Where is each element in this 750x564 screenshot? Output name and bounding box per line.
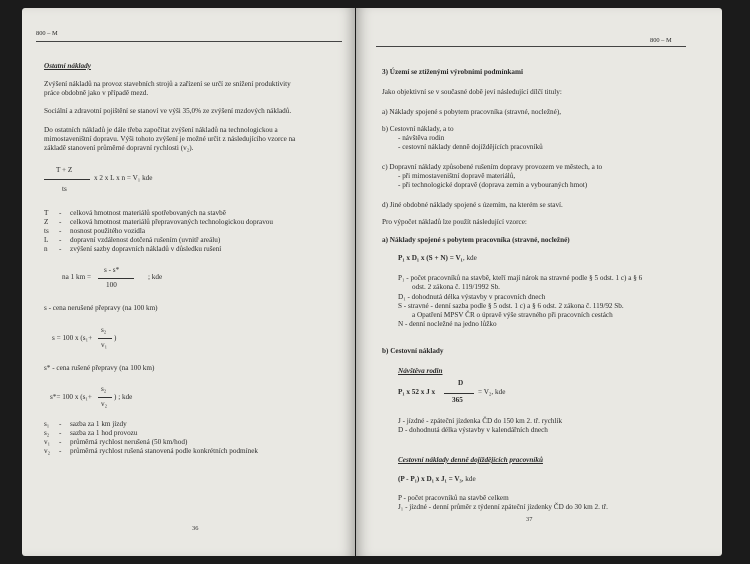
subheading-family-visits: Návštěva rodin (398, 367, 443, 375)
def-text: zvýšení sazby dopravních nákladů v důsledku rušení (70, 245, 222, 253)
running-header-right: 800 – M (650, 37, 672, 44)
def-sym: s₂ (44, 429, 50, 437)
formula2-numerator: s - s* (104, 266, 120, 274)
paragraph-machines-line1: Zvýšení nákladů na provoz stavebních strojů a zařízení se určí ze snížení produktivity (44, 80, 291, 88)
formula-c (398, 475, 476, 484)
formula-c-expr: (P - P₁) x D₁ x J₁ = V₃ (398, 475, 462, 483)
formula1-denominator: ts (62, 185, 67, 193)
item-c-sub1: - při mimostaveništní dopravě materiálů, (398, 172, 516, 180)
def-text: sazba za 1 hod provozu (70, 429, 138, 437)
formula3-close: ) (114, 334, 117, 342)
section-title-other-costs: Ostatní náklady (44, 62, 91, 70)
def-sym: n (44, 245, 48, 253)
formula4-numerator: s₂ (101, 385, 107, 393)
formula-a-expr: P₁ x D₁ x (S + N) = V₁ (398, 254, 463, 262)
running-header-left: 800 – M (36, 30, 58, 37)
formula3-numerator: s₂ (101, 326, 107, 334)
formula3-lhs: s = 100 x (s₁+ (52, 334, 93, 342)
right-page (356, 8, 722, 556)
formula4-close: ) ; kde (114, 393, 133, 401)
formula-b-lhs: P₁ x 52 x J x (398, 388, 436, 396)
formula2-lhs: na 1 km = (62, 273, 92, 281)
left-page: 800 – M Ostatní náklady Zvýšení nákladů na provoz stavebních strojů a zařízení se určí ze snížení produktivity práce obdobně jako v případě mezd. Sociální a zdravotní pojištění se stanoví ve výši 35,0% ze zvýšení mzdových nákladů. Do ostatních nákladů je dále třeba započítat zvýšení nákladů na technologickou a mimostaveništní dopravu. Výši tohoto zvýšení je možné určit z následujícího vzorce na základě stanovení průměrné dopravní rychlosti (v₂). T + Z x 2 x L x n = V₁ kde ts T - celková hmotnost materiálů spotřebovaných na stavbě Z - celková hmotnost materiálů přepravovaných technologickou dopravou ts - nosnost použitého vozidla L - dopravní vzdálenost dotčená rušením (uvnitř areálu) n - zvýšení sazby dopravních nákladů v důsledku rušení s - s* na 1 km = 100 ; kde s - cena nerušené přepravy (na 100 km) s₂ s = 100 x (s₁+ ) v₁ s* - cena rušené přepravy (na 100 km) s₂ s*= 100 x (s₁+ ) ; kde v₂ s₁ - sazba za 1 km jízdy s₂ - sazba za 1 hod provozu v₁ - průměrná rychlost nerušená (50 km/hod) v₂ - průměrná rychlost rušená stanovená podle konkrétních podmínek 36 (22, 8, 355, 556)
calc-intro: Pro výpočet nákladů lze použít následující vzorce: (382, 218, 527, 226)
def-text: celková hmotnost materiálů spotřebovaných na stavbě (70, 209, 226, 217)
def-j: J - jízdné - zpáteční jízdenka ČD do 150 km 2. tř. rychlík (398, 417, 563, 425)
item-c: c) Dopravní náklady způsobené rušením dopravy provozem ve městech, a to (382, 163, 603, 171)
formula-b-numerator: D (458, 379, 464, 387)
subheading-commuters: Cestovní náklady denně dojíždějících pracovníků (398, 456, 543, 464)
def-text: nosnost použitého vozidla (70, 227, 146, 235)
definition-s: s - cena nerušené přepravy (na 100 km) (44, 304, 158, 312)
item-d: d) Jiné obdobné náklady spojené s územím, na kterém se staví. (382, 201, 563, 209)
definition-s-star: s* - cena rušené přepravy (na 100 km) (44, 364, 155, 372)
def-sym: v₂ (44, 447, 51, 455)
formula4-lhs: s*= 100 x (s₁+ (50, 393, 92, 401)
formula1-fraction-bar (44, 179, 90, 180)
page-number-right: 37 (526, 516, 533, 523)
formula4-fraction-bar (98, 397, 112, 398)
def-j1: J₁ - jízdné - denní průměr z týdenní zpáteční jízdenky ČD do 30 km 2. tř. (398, 503, 608, 511)
formula3-denominator: v₁ (101, 341, 108, 349)
def-text: sazba za 1 km jízdy (70, 420, 127, 428)
paragraph-transport-line1: Do ostatních nákladů je dále třeba započítat zvýšení nákladů na technologickou a (44, 126, 278, 134)
item-c-sub2: - při technologické dopravě (doprava zemin a vybouraných hmot) (398, 181, 588, 189)
formula-a-kde: , kde (462, 254, 477, 262)
def-sym: T (44, 209, 49, 217)
def-d1: D₁ - dohodnutá délka výstavby v pracovních dnech (398, 293, 546, 301)
def-s-line2: a Opatření MPSV ČR o úpravě výše stravného při pracovních cestách (412, 311, 613, 319)
paragraph-transport-line2: mimostaveništní dopravu. Výši tohoto zvýšení je možné určit z následujícího vzorce na (44, 135, 296, 143)
item-b-sub2: - cestovní náklady denně dojíždějících pracovníků (398, 143, 543, 151)
def-p: P - počet pracovníků na stavbě celkem (398, 494, 509, 502)
page-number-left: 36 (192, 525, 199, 532)
intro-text: Jako objektivní se v současné době jeví následující dílčí tituly: (382, 88, 562, 96)
heading-difficult-areas: 3) Území se ztíženými výrobními podmínkami (382, 68, 524, 76)
def-text: průměrná rychlost nerušená (50 km/hod) (70, 438, 188, 446)
def-n: N - denní nocležné na jedno lůžko (398, 320, 497, 328)
formula3-fraction-bar (98, 338, 112, 339)
formula-b-fraction-bar (444, 393, 474, 394)
def-text: celková hmotnost materiálů přepravovaných technologickou dopravou (70, 218, 273, 226)
def-text: průměrná rychlost rušená stanovená podle konkrétních podmínek (70, 447, 259, 455)
formula-a (398, 254, 477, 263)
heading-a-stay-costs: a) Náklady spojené s pobytem pracovníka (stravné, nocležné) (382, 236, 570, 244)
def-sym: L (44, 236, 49, 244)
def-sym: s₁ (44, 420, 50, 428)
formula1-numerator: T + Z (56, 166, 73, 174)
def-p1-line2: odst. 2 zákona č. 119/1992 Sb. (412, 283, 500, 291)
def-s-line1: S - stravné - denní sazba podle § 5 odst. 1 c) a § 6 odst. 2 zákona č. 119/92 Sb. (398, 302, 624, 310)
item-b: b) Cestovní náklady, a to (382, 125, 454, 133)
def-sym: v₁ (44, 438, 51, 446)
item-a: a) Náklady spojené s pobytem pracovníka (stravné, nocležné), (382, 108, 562, 116)
header-rule-right (376, 46, 686, 47)
formula4-denominator: v₂ (101, 400, 108, 408)
def-p1-line1: P₁ - počet pracovníků na stavbě, kteří mají nárok na stravné podle § 5 odst. 1 c) a § 6 (398, 274, 643, 282)
formula2-rest: ; kde (148, 273, 163, 281)
heading-b-travel-costs: b) Cestovní náklady (382, 347, 444, 355)
item-b-sub1: - návštěva rodin (398, 134, 445, 142)
paragraph-machines-line2: práce obdobně jako v případě mezd. (44, 89, 149, 97)
formula-b-rhs: = V₂, kde (478, 388, 506, 396)
formula-c-kde: , kde (461, 475, 476, 483)
formula1-rest: x 2 x L x n = V₁ kde (94, 174, 153, 182)
formula-b-denominator: 365 (452, 396, 463, 404)
def-sym: Z (44, 218, 49, 226)
formula2-fraction-bar (98, 278, 134, 279)
header-rule-left (36, 41, 342, 42)
paragraph-insurance: Sociální a zdravotní pojištění se stanoví ve výši 35,0% ze zvýšení mzdových nákladů. (44, 107, 292, 115)
def-d: D - dohodnutá délka výstavby v kalendářních dnech (398, 426, 548, 434)
def-sym: ts (44, 227, 49, 235)
def-text: dopravní vzdálenost dotčená rušením (uvnitř areálu) (70, 236, 221, 244)
formula2-denominator: 100 (106, 281, 117, 289)
paragraph-transport-line3: základě stanovení průměrné dopravní rychlosti (v₂). (44, 144, 194, 152)
